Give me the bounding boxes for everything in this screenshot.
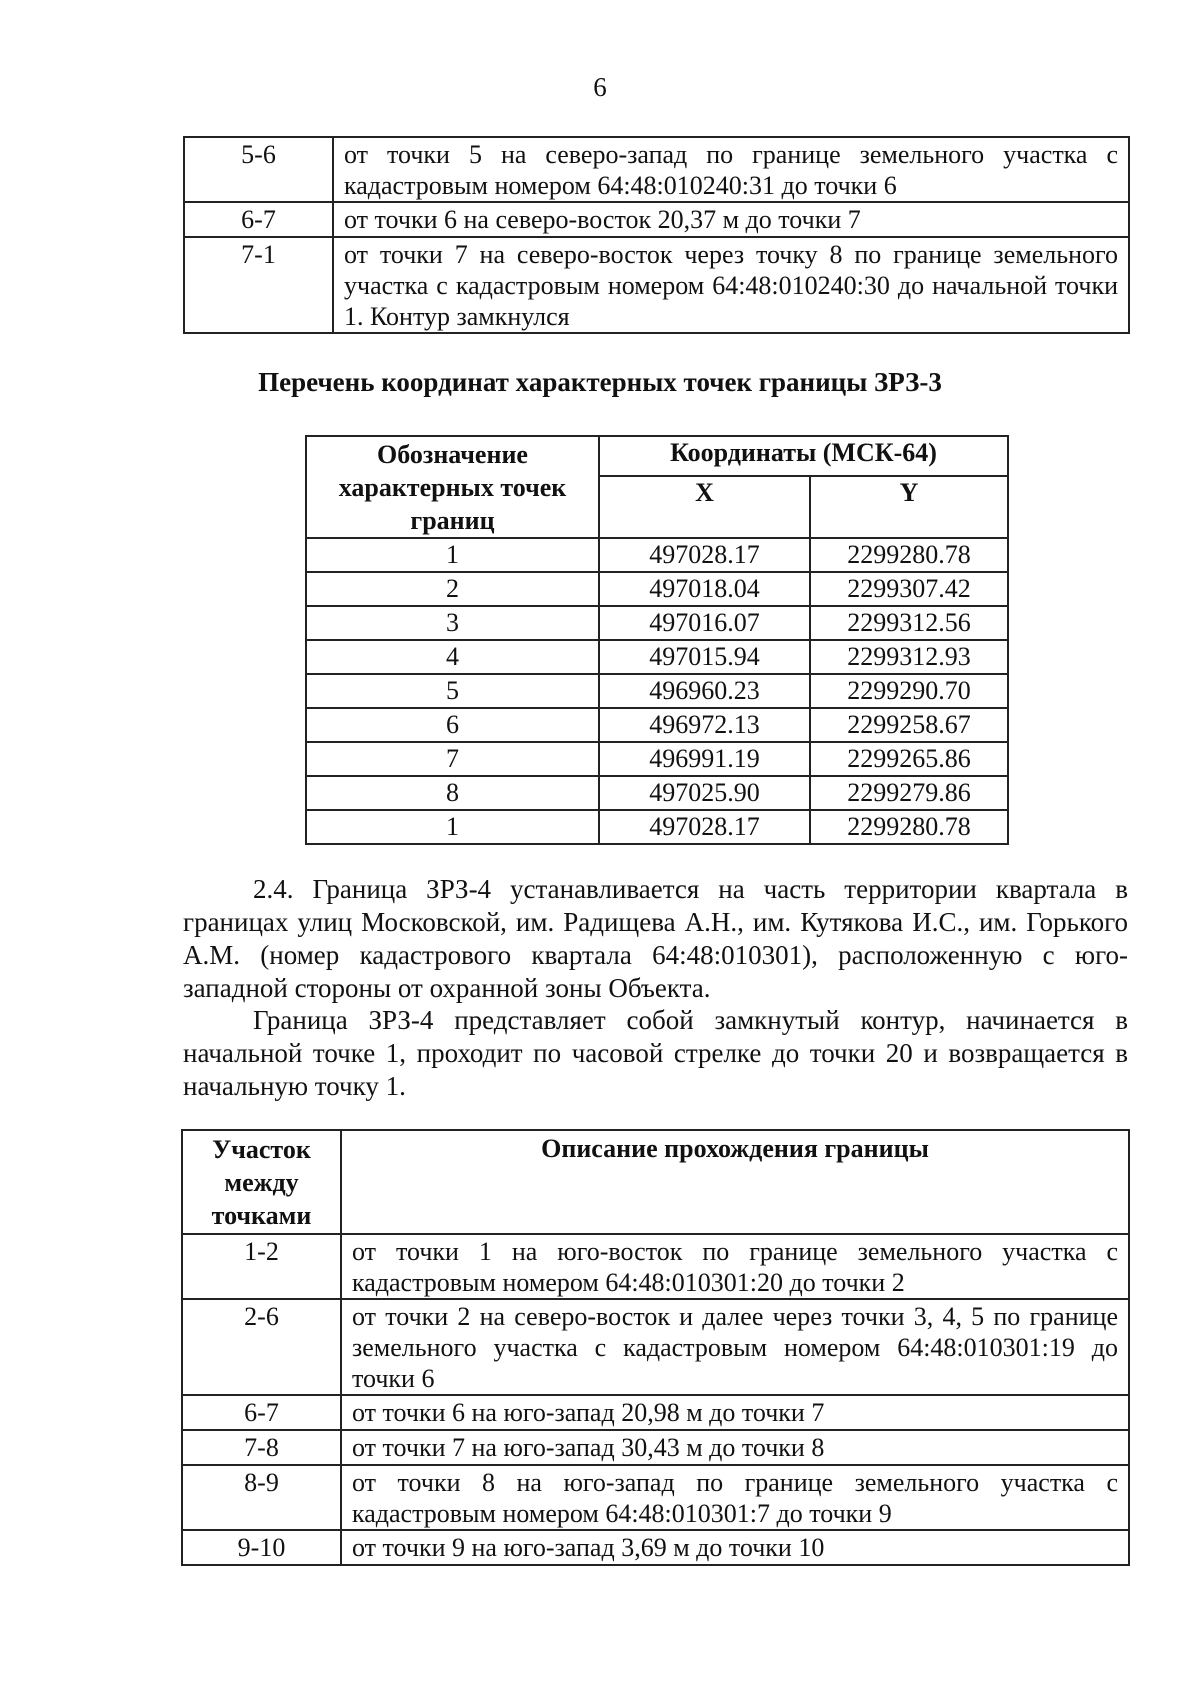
description-cell: от точки 1 на юго-восток по границе земельного участка с кадастровым номером 64:48:010301:20 до точки 2 xyxy=(341,1234,1129,1299)
table-row xyxy=(182,1430,1129,1465)
coordinates-heading: Перечень координат характерных точек границы ЗРЗ-3 xyxy=(258,367,942,397)
table-row xyxy=(306,606,1008,640)
table-row xyxy=(184,237,1129,333)
header-row xyxy=(182,1130,1129,1234)
boundary-table-zrz3-end xyxy=(183,136,1130,334)
x-coordinate-cell: 497015.94 xyxy=(599,640,810,674)
table-row xyxy=(182,1234,1129,1299)
table-row xyxy=(306,708,1008,742)
segment-cell: 9-10 xyxy=(182,1530,341,1565)
segment-cell: 6-7 xyxy=(184,202,333,237)
table-row xyxy=(182,1299,1129,1395)
x-coordinate-cell: 496991.19 xyxy=(599,742,810,776)
description-cell: от точки 6 на юго-запад 20,98 м до точки 7 xyxy=(341,1395,1129,1430)
boundary-table-zrz4 xyxy=(181,1129,1130,1566)
paragraph-zrz4-contour: Граница ЗРЗ-4 представляет собой замкнутый контур, начинается в начальной точке 1, проходит по часовой стрелке до точки 20 и возвращается в начальную точку 1. xyxy=(183,1005,1128,1101)
description-cell: от точки 8 на юго-запад по границе земельного участка с кадастровым номером 64:48:010301:7 до точки 9 xyxy=(341,1465,1129,1530)
table-row xyxy=(306,674,1008,708)
description-header: Описание прохождения границы xyxy=(341,1130,1129,1234)
table-row xyxy=(306,776,1008,810)
page-number: 6 xyxy=(593,72,607,102)
description-cell: от точки 9 на юго-запад 3,69 м до точки 10 xyxy=(341,1530,1129,1565)
x-coordinate-cell: 497028.17 xyxy=(599,810,810,844)
point-cell: 1 xyxy=(306,810,599,844)
paragraph-zrz4-definition: 2.4. Граница ЗРЗ-4 устанавливается на часть территории квартала в границах улиц Московской, им. Радищева А.Н., им. Кутякова И.С., им. Горького А.М. (номер кадастрового квартала 64:48:010301), расположенную с юго-западной стороны от охранной зоны Объекта. xyxy=(183,874,1128,1003)
point-cell: 4 xyxy=(306,640,599,674)
x-coordinate-cell: 496972.13 xyxy=(599,708,810,742)
segment-header: Участок между точками xyxy=(182,1130,341,1234)
table-row xyxy=(182,1395,1129,1430)
description-cell: от точки 2 на северо-восток и далее через точки 3, 4, 5 по границе земельного участка с кадастровым номером 64:48:010301:19 до точки 6 xyxy=(341,1299,1129,1395)
y-header: Y xyxy=(810,476,1008,538)
coordinates-table-header xyxy=(306,436,1008,538)
y-coordinate-cell: 2299280.78 xyxy=(810,538,1008,572)
x-coordinate-cell: 497018.04 xyxy=(599,572,810,606)
boundary-table-header xyxy=(182,1130,1129,1234)
x-coordinate-cell: 497025.90 xyxy=(599,776,810,810)
y-coordinate-cell: 2299258.67 xyxy=(810,708,1008,742)
boundary-table-body xyxy=(182,1234,1129,1565)
point-cell: 7 xyxy=(306,742,599,776)
y-coordinate-cell: 2299307.42 xyxy=(810,572,1008,606)
coordinates-table xyxy=(305,435,1009,845)
segment-cell: 5-6 xyxy=(184,137,333,202)
y-coordinate-cell: 2299280.78 xyxy=(810,810,1008,844)
table-row xyxy=(184,202,1129,237)
segment-cell: 7-8 xyxy=(182,1430,341,1465)
point-designation-header: Обозначение характерных точек границ xyxy=(306,436,599,538)
segment-cell: 2-6 xyxy=(182,1299,341,1395)
table-row xyxy=(184,137,1129,202)
point-cell: 8 xyxy=(306,776,599,810)
y-coordinate-cell: 2299312.93 xyxy=(810,640,1008,674)
description-cell: от точки 7 на юго-запад 30,43 м до точки 8 xyxy=(341,1430,1129,1465)
y-coordinate-cell: 2299312.56 xyxy=(810,606,1008,640)
table-row xyxy=(306,572,1008,606)
segment-cell: 7-1 xyxy=(184,237,333,333)
table-row xyxy=(306,742,1008,776)
y-coordinate-cell: 2299290.70 xyxy=(810,674,1008,708)
description-cell: от точки 6 на северо-восток 20,37 м до точки 7 xyxy=(333,202,1129,237)
segment-cell: 1-2 xyxy=(182,1234,341,1299)
x-header: X xyxy=(599,476,810,538)
x-coordinate-cell: 497016.07 xyxy=(599,606,810,640)
point-cell: 3 xyxy=(306,606,599,640)
header-row xyxy=(306,436,1008,476)
description-cell: от точки 7 на северо-восток через точку 8 по границе земельного участка с кадастровым номером 64:48:010240:30 до начальной точки 1. Контур замкнулся xyxy=(333,237,1129,333)
table-row xyxy=(182,1530,1129,1565)
coordinates-system-header: Координаты (МСК-64) xyxy=(599,436,1008,476)
y-coordinate-cell: 2299279.86 xyxy=(810,776,1008,810)
point-cell: 5 xyxy=(306,674,599,708)
table-row xyxy=(182,1465,1129,1530)
segment-cell: 6-7 xyxy=(182,1395,341,1430)
table-row xyxy=(306,640,1008,674)
boundary-table-body xyxy=(184,137,1129,333)
description-cell: от точки 5 на северо-запад по границе земельного участка с кадастровым номером 64:48:010240:31 до точки 6 xyxy=(333,137,1129,202)
table-row xyxy=(306,538,1008,572)
y-coordinate-cell: 2299265.86 xyxy=(810,742,1008,776)
point-cell: 2 xyxy=(306,572,599,606)
point-cell: 1 xyxy=(306,538,599,572)
table-row xyxy=(306,810,1008,844)
x-coordinate-cell: 497028.17 xyxy=(599,538,810,572)
x-coordinate-cell: 496960.23 xyxy=(599,674,810,708)
segment-cell: 8-9 xyxy=(182,1465,341,1530)
point-cell: 6 xyxy=(306,708,599,742)
coordinates-table-body xyxy=(306,538,1008,844)
